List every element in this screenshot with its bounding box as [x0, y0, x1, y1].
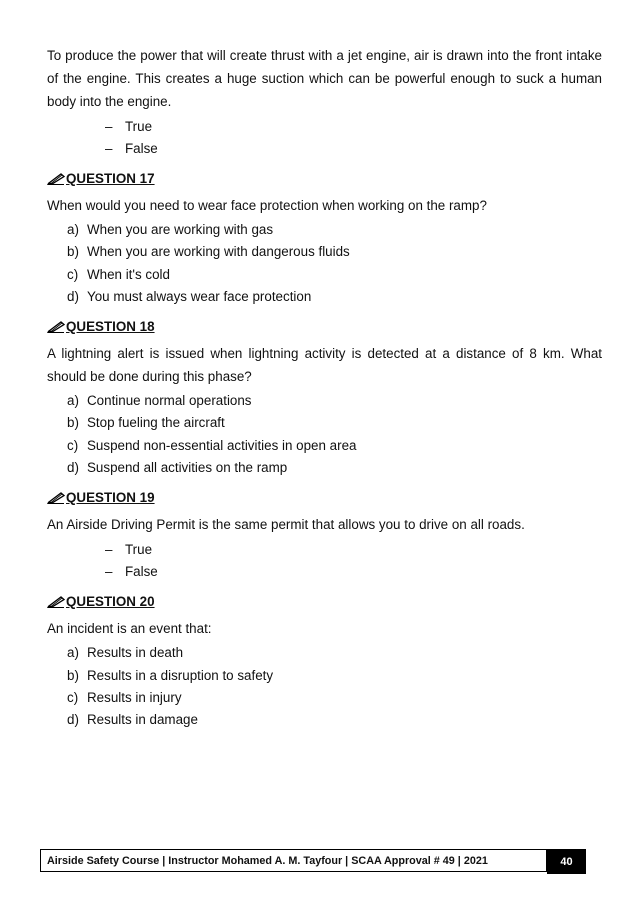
option-label: Results in death [87, 645, 184, 661]
option-letter: c) [67, 266, 79, 282]
question-number: QUESTION 19 [66, 489, 155, 505]
option-letter: d) [67, 712, 79, 728]
question-number: QUESTION 17 [66, 170, 155, 186]
option-letter: b) [67, 244, 79, 260]
option-label: When you are working with gas [87, 222, 274, 237]
option-label: You must always wear face protection [87, 288, 312, 304]
option-d [67, 457, 602, 479]
option-b [67, 665, 602, 687]
option-letter: b) [67, 667, 79, 683]
option-a [67, 642, 602, 664]
question-heading [47, 488, 602, 506]
option-label: When it's cold [87, 266, 170, 282]
option-letter: d) [67, 288, 79, 304]
option-false [105, 138, 602, 160]
dash: – [105, 141, 113, 156]
question-heading [47, 592, 602, 610]
option-label: When you are working with dangerous fluids [87, 244, 350, 260]
page-number: 40 [547, 849, 586, 874]
document-body [47, 44, 602, 732]
option-false [105, 561, 602, 583]
question-number: QUESTION 18 [66, 318, 155, 334]
pencil-icon [47, 595, 66, 608]
footer-text: Airside Safety Course | Instructor Mohamed A. M. Tayfour | SCAA Approval # 49 | 2021 [40, 849, 547, 872]
option-label: True [125, 119, 153, 134]
option-letter: c) [67, 437, 79, 453]
option-letter: c) [67, 689, 79, 705]
option-label: Suspend non-essential activities in open area [87, 437, 357, 453]
option-label: Suspend all activities on the ramp [87, 460, 288, 476]
question-heading [47, 169, 602, 187]
question-number: QUESTION 20 [66, 593, 155, 609]
option-label: Results in damage [87, 712, 198, 728]
true-false-options [105, 116, 602, 160]
options-list [67, 642, 602, 731]
question-20 [47, 592, 602, 731]
question-text: An Airside Driving Permit is the same permit that allows you to drive on all roads. [47, 517, 525, 533]
true-false-options [105, 539, 602, 583]
option-true [105, 116, 602, 138]
question-19 [47, 488, 602, 583]
question-text: A lightning alert is issued when lightning activity is detected at a distance of 8 km. What should be done during this phase? [47, 346, 602, 385]
intro-question [47, 44, 602, 160]
question-17 [47, 169, 602, 308]
option-true [105, 539, 602, 561]
dash: – [105, 564, 113, 580]
dash: – [105, 542, 113, 558]
option-label: Continue normal operations [87, 393, 252, 409]
dash: – [105, 119, 113, 134]
option-label: Results in injury [87, 689, 182, 705]
option-letter: a) [67, 393, 79, 409]
option-letter: a) [67, 645, 79, 661]
pencil-icon [47, 320, 66, 333]
option-c [67, 687, 602, 709]
option-label: Stop fueling the aircraft [87, 415, 225, 431]
question-18 [47, 317, 602, 479]
question-text: An incident is an event that: [47, 621, 212, 637]
pencil-icon [47, 491, 66, 504]
option-a [67, 390, 602, 412]
option-a [67, 219, 602, 241]
option-label: False [125, 141, 158, 156]
option-b [67, 241, 602, 263]
option-c [67, 264, 602, 286]
option-d [67, 286, 602, 308]
option-d [67, 709, 602, 731]
option-c [67, 435, 602, 457]
pencil-icon [47, 172, 66, 185]
option-label: True [125, 542, 153, 558]
option-letter: d) [67, 460, 79, 476]
page-footer [40, 849, 587, 874]
question-text: To produce the power that will create thrust with a jet engine, air is drawn into the front intake of the engine. This creates a huge suction which can be powerful enough to suck a human body into the engine. [47, 48, 602, 109]
options-list [67, 390, 602, 479]
question-heading [47, 317, 602, 335]
option-letter: b) [67, 415, 79, 431]
option-b [67, 412, 602, 434]
options-list [67, 219, 602, 308]
question-text: When would you need to wear face protection when working on the ramp? [47, 198, 487, 213]
option-label: Results in a disruption to safety [87, 667, 274, 683]
option-label: False [125, 564, 158, 580]
option-letter: a) [67, 222, 79, 237]
